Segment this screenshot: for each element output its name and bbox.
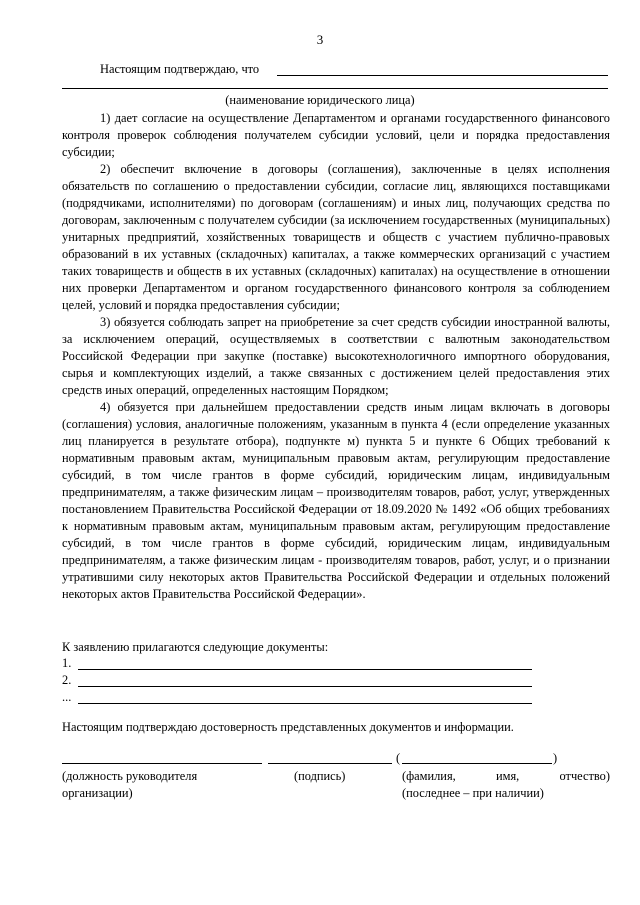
signature-caption: (подпись) [294,769,346,783]
attachment-row-3 [62,690,532,707]
attachment-row-1 [62,656,532,673]
clause-4: 4) обязуется при дальнейшем предоставлении средств иным лицам включать в договоры (соглашения) условия, аналогичные положениям, указанным в пункта 4 (если определение указанных лиц планируется в результате отбора), подпункте м) пункта 5 и пункте 6 Общих требований к нормативным правовым актам, муниципальным правовым актам, регулирующим предоставление субсидий, в том числе грантов в форме субсидий, юридическим лицам, индивидуальным предпринимателям, а также физическим лицам – производителям товаров, работ, услуг, утвержденных постановлением Правительства Российской Федерации от 18.09.2020 № 1492 «Об общих требованиях к нормативным правовым актам, муниципальным правовым актам, регулирующим предоставление субсидий, в том числе грантов в форме субсидий, юридическим лицам, индивидуальным предпринимателям, а также физическим лицам - производителям товаров, работ, услуг, и о признании утратившими силу некоторых актов Правительства Российской Федерации и отдельных положений некоторых актов Правительства Российской Федерации». [62,400,610,601]
attachment-blank [78,669,532,670]
attachment-blank [78,703,532,704]
attachment-blank [78,686,532,687]
clause-3: 3) обязуется соблюдать запрет на приобретение за счет средств субсидии иностранной валюты, за исключением операций, осуществляемых в соответствии с валютным законодательством Российской Федерации при закупке (поставке) высокотехнологичного импортного оборудования, сырья и комплектующих изделий, а также связанных с достижением целей предоставления этих средств иных операций, определенных настоящим Порядком; [62,315,610,397]
patronymic-word: отчество) [559,769,610,783]
attachment-number: 2. [62,673,72,687]
open-paren: ( [396,751,401,765]
attachment-number: ... [62,690,72,704]
close-paren: ) [553,751,558,765]
position-caption-line-1: (должность руководителя [62,769,198,783]
attachment-number: 1. [62,656,72,670]
full-name-blank [402,763,552,764]
confirm-label: Настоящим подтверждаю, что [100,62,260,76]
final-statement: Настоящим подтверждаю достоверность представленных документов и информации. [62,720,514,734]
signature-row [0,751,640,768]
attachment-row-2 [62,673,532,690]
entity-caption: (наименование юридического лица) [225,93,415,107]
clauses-list [62,110,610,603]
clause-1: 1) дает согласие на осуществление Департаментом и органами государственного финансового контроля проверок соблюдения получателем субсидии условий, цели и порядка предоставления субсидии; [62,111,610,159]
entity-name-blank [277,75,608,76]
position-blank [62,763,262,764]
position-caption-line-2: организации) [62,786,133,800]
full-name-caption [402,768,610,802]
clause-2: 2) обеспечит включение в договоры (соглашения), заключенные в целях исполнения обязательств по соглашению о предоставлении субсидии, согласие лиц, являющихся поставщиками (подрядчиками, исполнителями) по договорам (соглашениям) и иных лиц, получающих средства по договорам, заключенным с получателем субсидии (за исключением государственных (муниципальных) унитарных предприятий, хозяйственных товариществ и обществ с участием публично-правовых образований в их уставных (складочных) капиталах, а также коммерческих организаций с участием таких товариществ и обществ в их уставных (складочных) капиталах) на осуществление в отношении них проверки Департаментом и органом государственного финансового контроля за соблюдением целей, условий и порядка предоставления субсидии; [62,162,610,312]
full-name-caption-line-2: (последнее – при наличии) [402,786,544,800]
surname-word: (фамилия, [402,769,456,783]
entity-name-blank-continued [62,88,608,89]
position-caption [62,768,197,802]
full-name-caption-line-1 [402,768,610,785]
confirmation-line [62,62,610,79]
name-word: имя, [495,769,520,783]
attachments-title: К заявлению прилагаются следующие документы: [62,640,329,654]
signature-blank [268,763,392,764]
page-number: 3 [316,32,324,47]
